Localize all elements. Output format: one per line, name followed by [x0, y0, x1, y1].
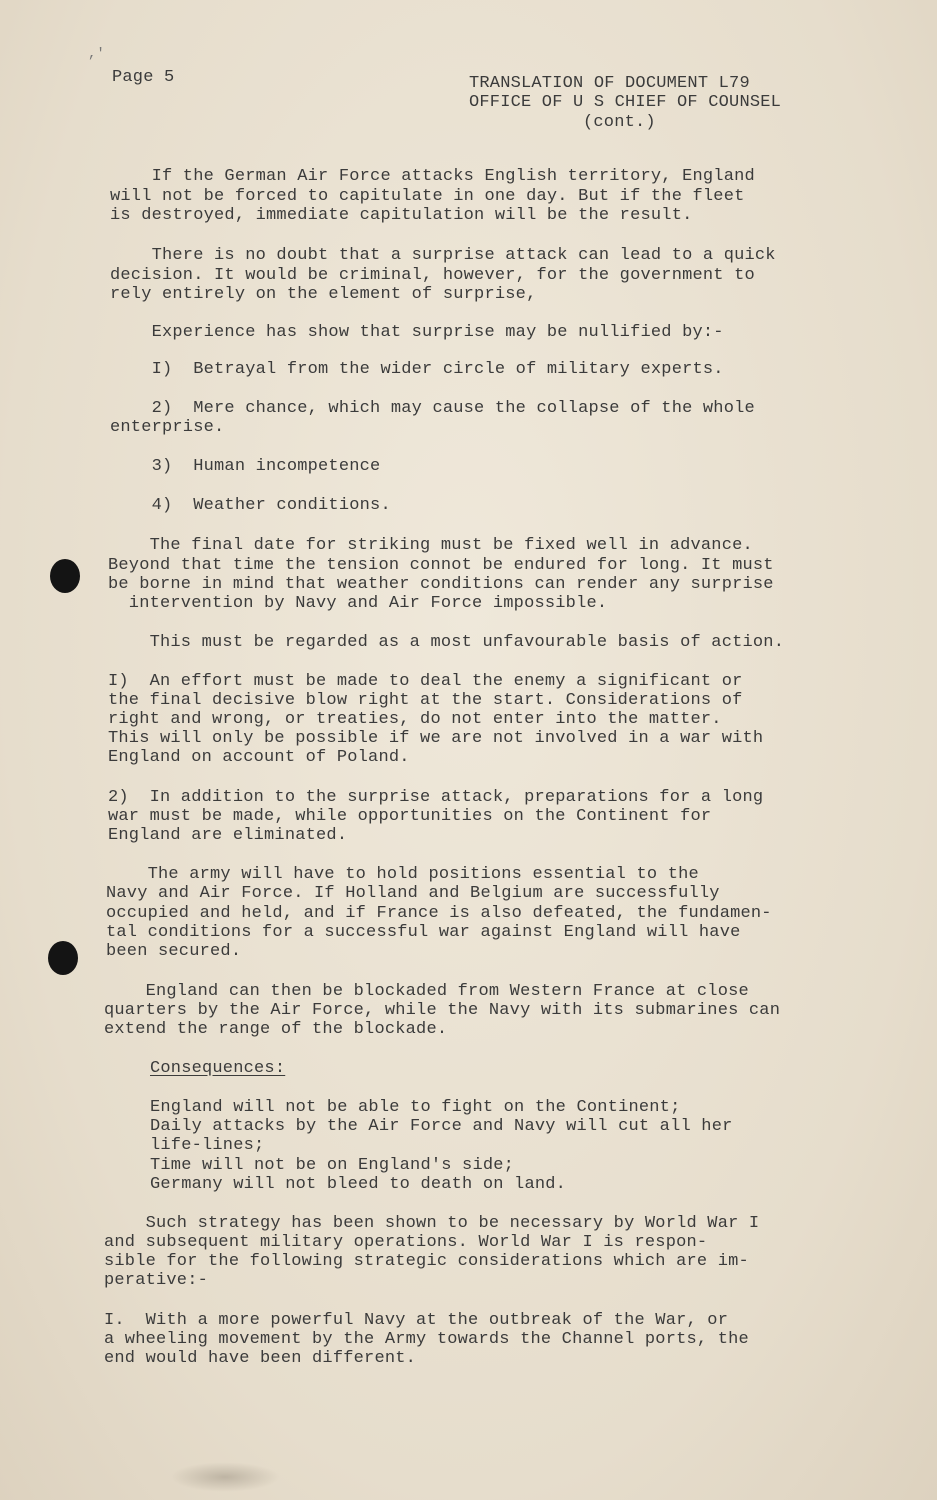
text-line: extend the range of the blockade. [104, 1020, 448, 1039]
document-title-line-1: TRANSLATION OF DOCUMENT L79 [469, 74, 750, 93]
list-item: England will not be able to fight on the Continent; [150, 1098, 681, 1117]
margin-tick-mark: ,' [88, 46, 105, 62]
text-line: The final date for striking must be fixed well in advance. [108, 536, 753, 555]
page-number: Page 5 [112, 68, 175, 87]
paper-smudge [170, 1462, 280, 1492]
list-item: 4) Weather conditions. [110, 496, 391, 515]
text-line: Navy and Air Force. If Holland and Belgium are successfully [106, 884, 720, 903]
text-line: be borne in mind that weather conditions can render any surprise [108, 575, 774, 594]
text-line: England are eliminated. [108, 826, 348, 845]
list-item: 3) Human incompetence [110, 457, 381, 476]
text-line: been secured. [106, 942, 242, 961]
punch-hole-top [50, 559, 80, 593]
text-line: England on account of Poland. [108, 748, 410, 767]
list-item: I) Betrayal from the wider circle of military experts. [110, 360, 724, 379]
list-item: Daily attacks by the Air Force and Navy will cut all her [150, 1117, 733, 1136]
text-line: Such strategy has been shown to be necessary by World War I [104, 1214, 760, 1233]
text-line: quarters by the Air Force, while the Navy with its submarines can [104, 1001, 781, 1020]
text-line: 2) In addition to the surprise attack, preparations for a long [108, 788, 764, 807]
text-line: Experience has show that surprise may be nullified by:- [110, 323, 724, 342]
text-line: tal conditions for a successful war against England will have [106, 923, 741, 942]
text-line: I. With a more powerful Navy at the outbreak of the War, or [104, 1311, 729, 1330]
list-item: Time will not be on England's side; [150, 1156, 515, 1175]
punch-hole-bottom [48, 941, 78, 975]
text-line: perative:- [104, 1271, 209, 1290]
text-line: This must be regarded as a most unfavourable basis of action. [108, 633, 785, 652]
text-line: a wheeling movement by the Army towards the Channel ports, the [104, 1330, 749, 1349]
text-line: There is no doubt that a surprise attack can lead to a quick [110, 246, 776, 265]
text-line: intervention by Navy and Air Force impossible. [108, 594, 608, 613]
text-line: England can then be blockaded from Western France at close [104, 982, 749, 1001]
text-line: The army will have to hold positions essential to the [106, 865, 699, 884]
text-line: is destroyed, immediate capitulation will be the result. [110, 206, 693, 225]
text-line: decision. It would be criminal, however, for the government to [110, 266, 755, 285]
text-line: I) An effort must be made to deal the enemy a significant or [108, 672, 743, 691]
text-line: If the German Air Force attacks English territory, England [110, 167, 755, 186]
text-line: and subsequent military operations. World War I is respon- [104, 1233, 708, 1252]
document-title-line-2: OFFICE OF U S CHIEF OF COUNSEL [469, 93, 782, 112]
text-line: occupied and held, and if France is also defeated, the fundamen- [106, 904, 772, 923]
list-item: Germany will not bleed to death on land. [150, 1175, 567, 1194]
document-title-line-3: (cont.) [583, 113, 656, 132]
text-line: the final decisive blow right at the start. Considerations of [108, 691, 743, 710]
list-item: 2) Mere chance, which may cause the collapse of the whole [110, 399, 755, 418]
text-line: enterprise. [110, 418, 225, 437]
text-line: sible for the following strategic considerations which are im- [104, 1252, 749, 1271]
list-item: life-lines; [150, 1136, 265, 1155]
text-line: right and wrong, or treaties, do not enter into the matter. [108, 710, 722, 729]
text-line: Beyond that time the tension connot be endured for long. It must [108, 556, 774, 575]
text-line: This will only be possible if we are not involved in a war with [108, 729, 764, 748]
text-line: rely entirely on the element of surprise, [110, 285, 537, 304]
text-line: war must be made, while opportunities on the Continent for [108, 807, 712, 826]
consequences-heading: Consequences: [150, 1059, 286, 1078]
text-line: end would have been different. [104, 1349, 417, 1368]
text-line: will not be forced to capitulate in one day. But if the fleet [110, 187, 745, 206]
